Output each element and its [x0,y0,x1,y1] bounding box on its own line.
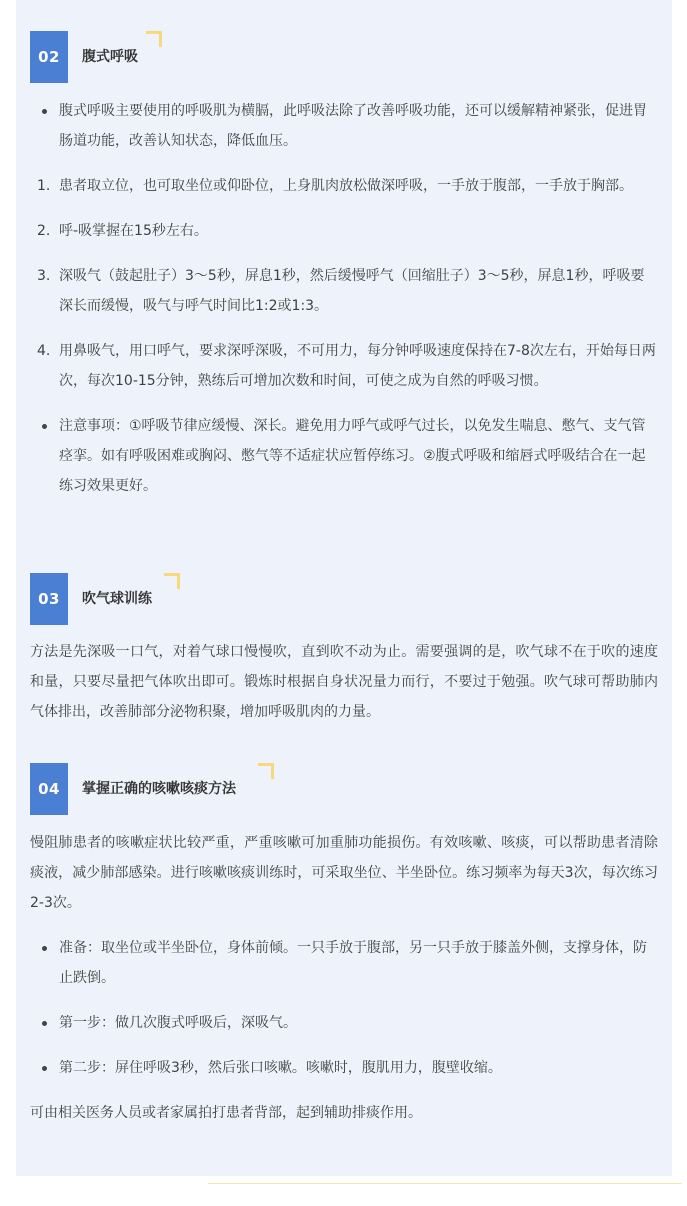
item-number: 3. [37,268,51,284]
section-number-badge: 04 [30,763,68,815]
numbered-item [30,261,658,321]
section-title: 掌握正确的咳嗽咳痰方法 [82,781,236,797]
section-number-badge: 02 [30,31,68,83]
section-header-04 [30,763,450,815]
closing-paragraph: 可由相关医务人员或者家属拍打患者背部，起到辅助排痰作用。 [30,1105,422,1121]
corner-accent [258,763,274,779]
bullet-item: 第一步：做几次腹式呼吸后，深吸气。 [30,1008,658,1038]
divider [208,1183,682,1184]
section-04-body [30,828,658,1128]
numbered-item [30,336,658,396]
corner-accent [146,31,162,47]
bullet-item: 第二步：屏住呼吸3秒，然后张口咳嗽。咳嗽时，腹肌用力，腹壁收缩。 [30,1053,658,1083]
bullet-item: 注意事项：①呼吸节律应缓慢、深长。避免用力呼气或呼气过长，以免发生喘息、憋气、支气管痉挛。如有呼吸困难或胸闷、憋气等不适症状应暂停练习。②腹式呼吸和缩唇式呼吸结合在一起练习效果更好。 [30,411,658,501]
bullet-item: 腹式呼吸主要使用的呼吸肌为横膈，此呼吸法除了改善呼吸功能，还可以缓解精神紧张，促进胃肠道功能，改善认知状态，降低血压。 [30,96,658,156]
item-text: 呼-吸掌握在15秒左右。 [59,223,208,239]
numbered-item [30,171,658,201]
paragraph: 慢阻肺患者的咳嗽症状比较严重，严重咳嗽可加重肺功能损伤。有效咳嗽、咳痰，可以帮助患者清除痰液，减少肺部感染。进行咳嗽咳痰训练时，可采取坐位、半坐卧位。练习频率为每天3次，每次练习2-3次。 [30,835,658,911]
section-header-03 [30,573,450,625]
section-header-02 [30,31,450,83]
item-number: 2. [37,223,51,239]
item-text: 深吸气（鼓起肚子）3～5秒，屏息1秒，然后缓慢呼气（回缩肚子）3～5秒，屏息1秒，呼吸要深长而缓慢，吸气与呼气时间比1:2或1:3。 [59,268,645,314]
item-text: 患者取立位，也可取坐位或仰卧位，上身肌肉放松做深呼吸，一手放于腹部，一手放于胸部。 [59,178,633,194]
bullet-item: 准备：取坐位或半坐卧位，身体前倾。一只手放于腹部，另一只手放于膝盖外侧，支撑身体，防止跌倒。 [30,933,658,993]
section-number-badge: 03 [30,573,68,625]
item-text: 用鼻吸气，用口呼气，要求深呼深吸，不可用力，每分钟呼吸速度保持在7-8次左右，开始每日两次，每次10-15分钟，熟练后可增加次数和时间，可使之成为自然的呼吸习惯。 [59,343,656,389]
section-title: 腹式呼吸 [82,49,138,65]
item-number: 1. [37,178,51,194]
item-number: 4. [37,343,51,359]
section-02-body [30,96,658,501]
section-title: 吹气球训练 [82,591,152,607]
corner-accent [164,573,180,589]
numbered-item [30,216,658,246]
section-03-paragraph: 方法是先深吸一口气，对着气球口慢慢吹，直到吹不动为止。需要强调的是，吹气球不在于吹的速度和量，只要尽量把气体吹出即可。锻炼时根据自身状况量力而行，不要过于勉强。吹气球可帮助肺内气体排出，改善肺部分泌物积聚，增加呼吸肌肉的力量。 [30,644,658,720]
